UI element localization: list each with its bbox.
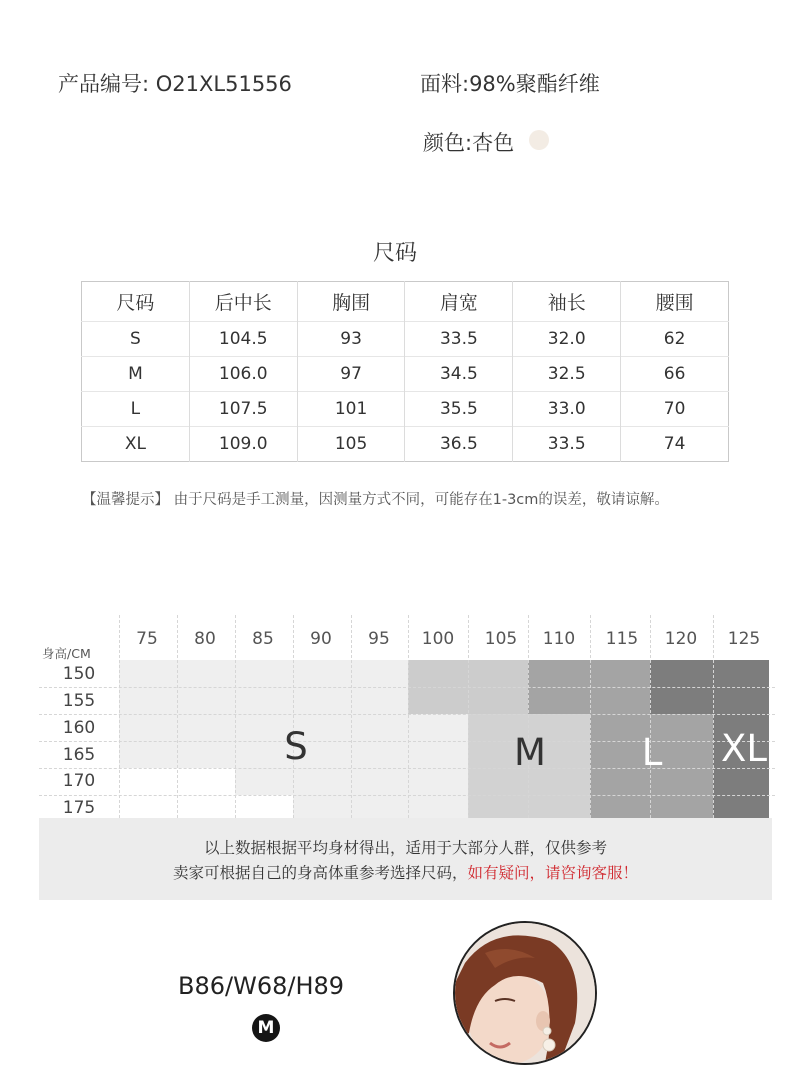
note-contact-text: 如有疑问，请咨询客服！	[467, 864, 639, 882]
color-info: 颜色:杏色	[423, 131, 515, 155]
table-cell: 32.0	[513, 322, 621, 357]
zone-s-170	[235, 768, 408, 795]
grid-line	[177, 615, 178, 818]
weight-header: 115	[605, 629, 639, 649]
table-cell: XL	[82, 427, 190, 462]
grid-line	[39, 795, 775, 796]
grid-line	[590, 615, 591, 818]
weight-header: 105	[484, 629, 518, 649]
measurement-tip: 【温馨提示】 由于尺码是手工测量，因测量方式不同，可能存在1-3cm的误差，敬请谅解。	[82, 492, 669, 508]
table-cell: 35.5	[405, 392, 513, 427]
product-code	[58, 68, 292, 98]
table-cell: 101	[297, 392, 405, 427]
note-line-2	[39, 861, 772, 883]
height-header: 170	[62, 771, 96, 791]
product-code-value: O21XL51556	[155, 72, 292, 96]
grid-line	[650, 615, 651, 818]
table-cell: 74	[621, 427, 729, 462]
table-cell: 106.0	[189, 357, 297, 392]
header-cell: 肩宽	[405, 282, 513, 322]
weight-header: 125	[727, 629, 761, 649]
grid-line	[528, 615, 529, 818]
grid-line	[39, 714, 775, 715]
table-cell: 105	[297, 427, 405, 462]
table-cell: 36.5	[405, 427, 513, 462]
height-header: 175	[62, 798, 96, 818]
table-cell: 66	[621, 357, 729, 392]
note-line-1: 以上数据根据平均身材得出，适用于大部分人群，仅供参考	[203, 839, 607, 857]
zone-s-175	[293, 795, 468, 818]
size-table-header	[82, 282, 729, 322]
table-row	[82, 357, 729, 392]
fit-chart	[39, 615, 775, 818]
size-table-title: 尺码	[372, 241, 417, 266]
table-cell: 107.5	[189, 392, 297, 427]
table-cell: 93	[297, 322, 405, 357]
product-code-label: 产品编号:	[58, 72, 150, 96]
height-header: 155	[62, 691, 96, 711]
table-cell: 32.5	[513, 357, 621, 392]
height-axis-label: 身高/CM	[42, 646, 91, 661]
size-table	[81, 281, 729, 462]
weight-header: 80	[194, 629, 216, 649]
height-header: 160	[62, 718, 96, 738]
model-portrait-image	[455, 923, 595, 1063]
color-swatch	[529, 130, 549, 150]
table-cell: S	[82, 322, 190, 357]
grid-line	[119, 615, 120, 818]
size-label-m: M	[514, 731, 546, 774]
header-cell: 胸围	[297, 282, 405, 322]
size-label-l: L	[641, 731, 663, 774]
grid-line	[408, 615, 409, 818]
size-label-s: S	[284, 725, 308, 768]
table-cell: 34.5	[405, 357, 513, 392]
table-cell: 97	[297, 357, 405, 392]
table-row	[82, 392, 729, 427]
zone-s-right	[408, 714, 468, 795]
table-cell: 33.5	[405, 322, 513, 357]
header-cell: 尺码	[116, 292, 155, 314]
table-cell: 33.5	[513, 427, 621, 462]
weight-header: 120	[664, 629, 698, 649]
table-cell: M	[82, 357, 190, 392]
table-cell: 62	[621, 322, 729, 357]
table-cell: 70	[621, 392, 729, 427]
grid-line	[713, 615, 714, 818]
header-cell: 后中长	[189, 282, 297, 322]
table-cell: 33.0	[513, 392, 621, 427]
model-size-badge: M	[252, 1014, 280, 1042]
weight-header: 75	[136, 629, 158, 649]
grid-line	[468, 615, 469, 818]
weight-header: 85	[252, 629, 274, 649]
size-label-xl: XL	[721, 727, 767, 770]
model-portrait	[453, 921, 597, 1065]
table-cell: L	[82, 392, 190, 427]
header-cell: 袖长	[513, 282, 621, 322]
table-cell: 109.0	[189, 427, 297, 462]
fabric-info: 面料:98%聚酯纤维	[420, 72, 600, 96]
model-measurements: B86/W68/H89	[178, 972, 345, 1000]
weight-header: 90	[310, 629, 332, 649]
grid-line	[351, 615, 352, 818]
weight-header: 95	[368, 629, 390, 649]
height-header: 150	[62, 664, 96, 684]
header-cell: 腰围	[621, 282, 729, 322]
table-row	[82, 322, 729, 357]
grid-line	[235, 615, 236, 818]
fit-note	[39, 818, 772, 900]
table-cell: 104.5	[189, 322, 297, 357]
weight-header: 110	[542, 629, 576, 649]
grid-line	[293, 615, 294, 818]
weight-header: 100	[421, 629, 455, 649]
grid-line	[39, 687, 775, 688]
height-header: 165	[62, 745, 96, 765]
table-row	[82, 427, 729, 462]
note-line-2-text: 卖家可根据自己的身高体重参考选择尺码，	[172, 864, 468, 882]
